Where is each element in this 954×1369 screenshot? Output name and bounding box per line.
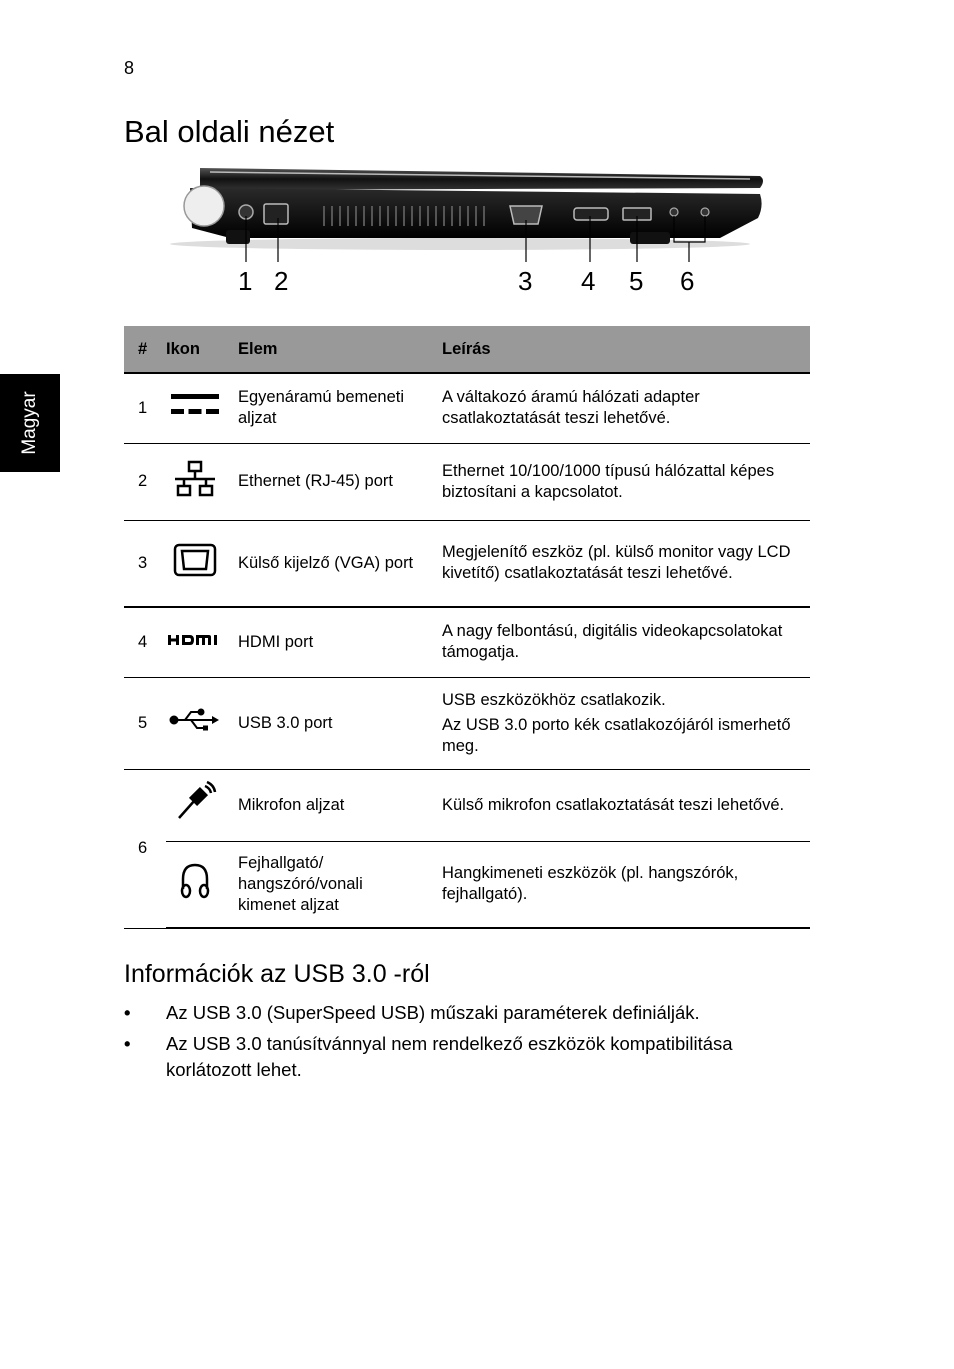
- table-row: [124, 607, 810, 677]
- page-title: Bal oldali nézet: [124, 114, 335, 149]
- row-description: [428, 841, 810, 928]
- dc-power-icon: [169, 390, 221, 420]
- vga-icon: [172, 542, 218, 578]
- row-description: [428, 677, 810, 769]
- table-row: [124, 373, 810, 443]
- row-number: 1: [124, 373, 166, 443]
- ports-table: [124, 326, 810, 929]
- description-text: Megjelenítő eszköz (pl. külső monitor vagy LCD kivetítő) csatlakoztatását teszi lehetővé.: [442, 543, 791, 583]
- hdmi-icon: [167, 633, 223, 647]
- row-description: [428, 607, 810, 677]
- usb-section-heading: Információk az USB 3.0 -ról: [124, 960, 430, 988]
- header-icon: Ikon: [166, 326, 224, 373]
- row-item: Külső kijelző (VGA) port: [224, 520, 428, 607]
- row-number: 4: [124, 607, 166, 677]
- row-description: [428, 520, 810, 607]
- description-text: Külső mikrofon csatlakoztatását teszi lehetővé.: [442, 795, 785, 814]
- callout-2: 2: [274, 266, 289, 296]
- header-item: Elem: [224, 326, 428, 373]
- description-text: USB eszközökhöz csatlakozik.: [442, 690, 666, 709]
- callout-6: 6: [680, 266, 695, 296]
- callout-3: 3: [518, 266, 533, 296]
- microphone-icon: [173, 780, 217, 824]
- row-number: 2: [124, 443, 166, 520]
- language-side-tab: [0, 374, 60, 472]
- list-item: • Az USB 3.0 (SuperSpeed USB) műszaki paraméterek definiálják.: [124, 1000, 814, 1026]
- row-item: Ethernet (RJ-45) port: [224, 443, 428, 520]
- row-description: [428, 373, 810, 443]
- row-item: Egyenáramú bemeneti aljzat: [224, 373, 428, 443]
- header-num: #: [124, 326, 166, 373]
- page-number: 8: [124, 58, 135, 78]
- row-description: [428, 769, 810, 841]
- headphones-icon: [175, 861, 215, 901]
- side-tab-label: Magyar: [19, 391, 40, 455]
- table-row: [124, 677, 810, 769]
- table-row: [124, 841, 810, 928]
- description-text: A váltakozó áramú hálózati adapter csatlakoztatását teszi lehetővé.: [442, 388, 700, 428]
- table-row: [124, 520, 810, 607]
- list-item: • Az USB 3.0 tanúsítvánnyal nem rendelkező eszközök kompatibilitása korlátozott lehet.: [124, 1031, 814, 1083]
- table-row: [124, 443, 810, 520]
- row-item: HDMI port: [224, 607, 428, 677]
- description-text: A nagy felbontású, digitális videokapcsolatokat támogatja.: [442, 622, 783, 662]
- description-text: Az USB 3.0 porto kék csatlakozójáról ismerhető meg.: [442, 715, 791, 755]
- header-desc: Leírás: [428, 326, 810, 373]
- table-row: [124, 769, 810, 841]
- ethernet-icon: [172, 460, 218, 498]
- table-header-row: [124, 326, 810, 373]
- description-text: Ethernet 10/100/1000 típusú hálózattal képes biztosítani a kapcsolatot.: [442, 461, 775, 501]
- callout-1: 1: [238, 266, 253, 296]
- row-number: 5: [124, 677, 166, 769]
- usb-icon: [169, 708, 221, 732]
- row-description: [428, 443, 810, 520]
- callout-4: 4: [581, 266, 596, 296]
- row-item: Fejhallgató/ hangszóró/vonali kimenet aljzat: [224, 841, 428, 928]
- row-item: Mikrofon aljzat: [224, 769, 428, 841]
- row-number: 6: [124, 769, 166, 928]
- row-item: USB 3.0 port: [224, 677, 428, 769]
- callout-5: 5: [629, 266, 644, 296]
- description-text: Hangkimeneti eszközök (pl. hangszórók, fejhallgató).: [442, 864, 739, 904]
- usb-bullet-list: [124, 1000, 814, 1088]
- row-number: 3: [124, 520, 166, 607]
